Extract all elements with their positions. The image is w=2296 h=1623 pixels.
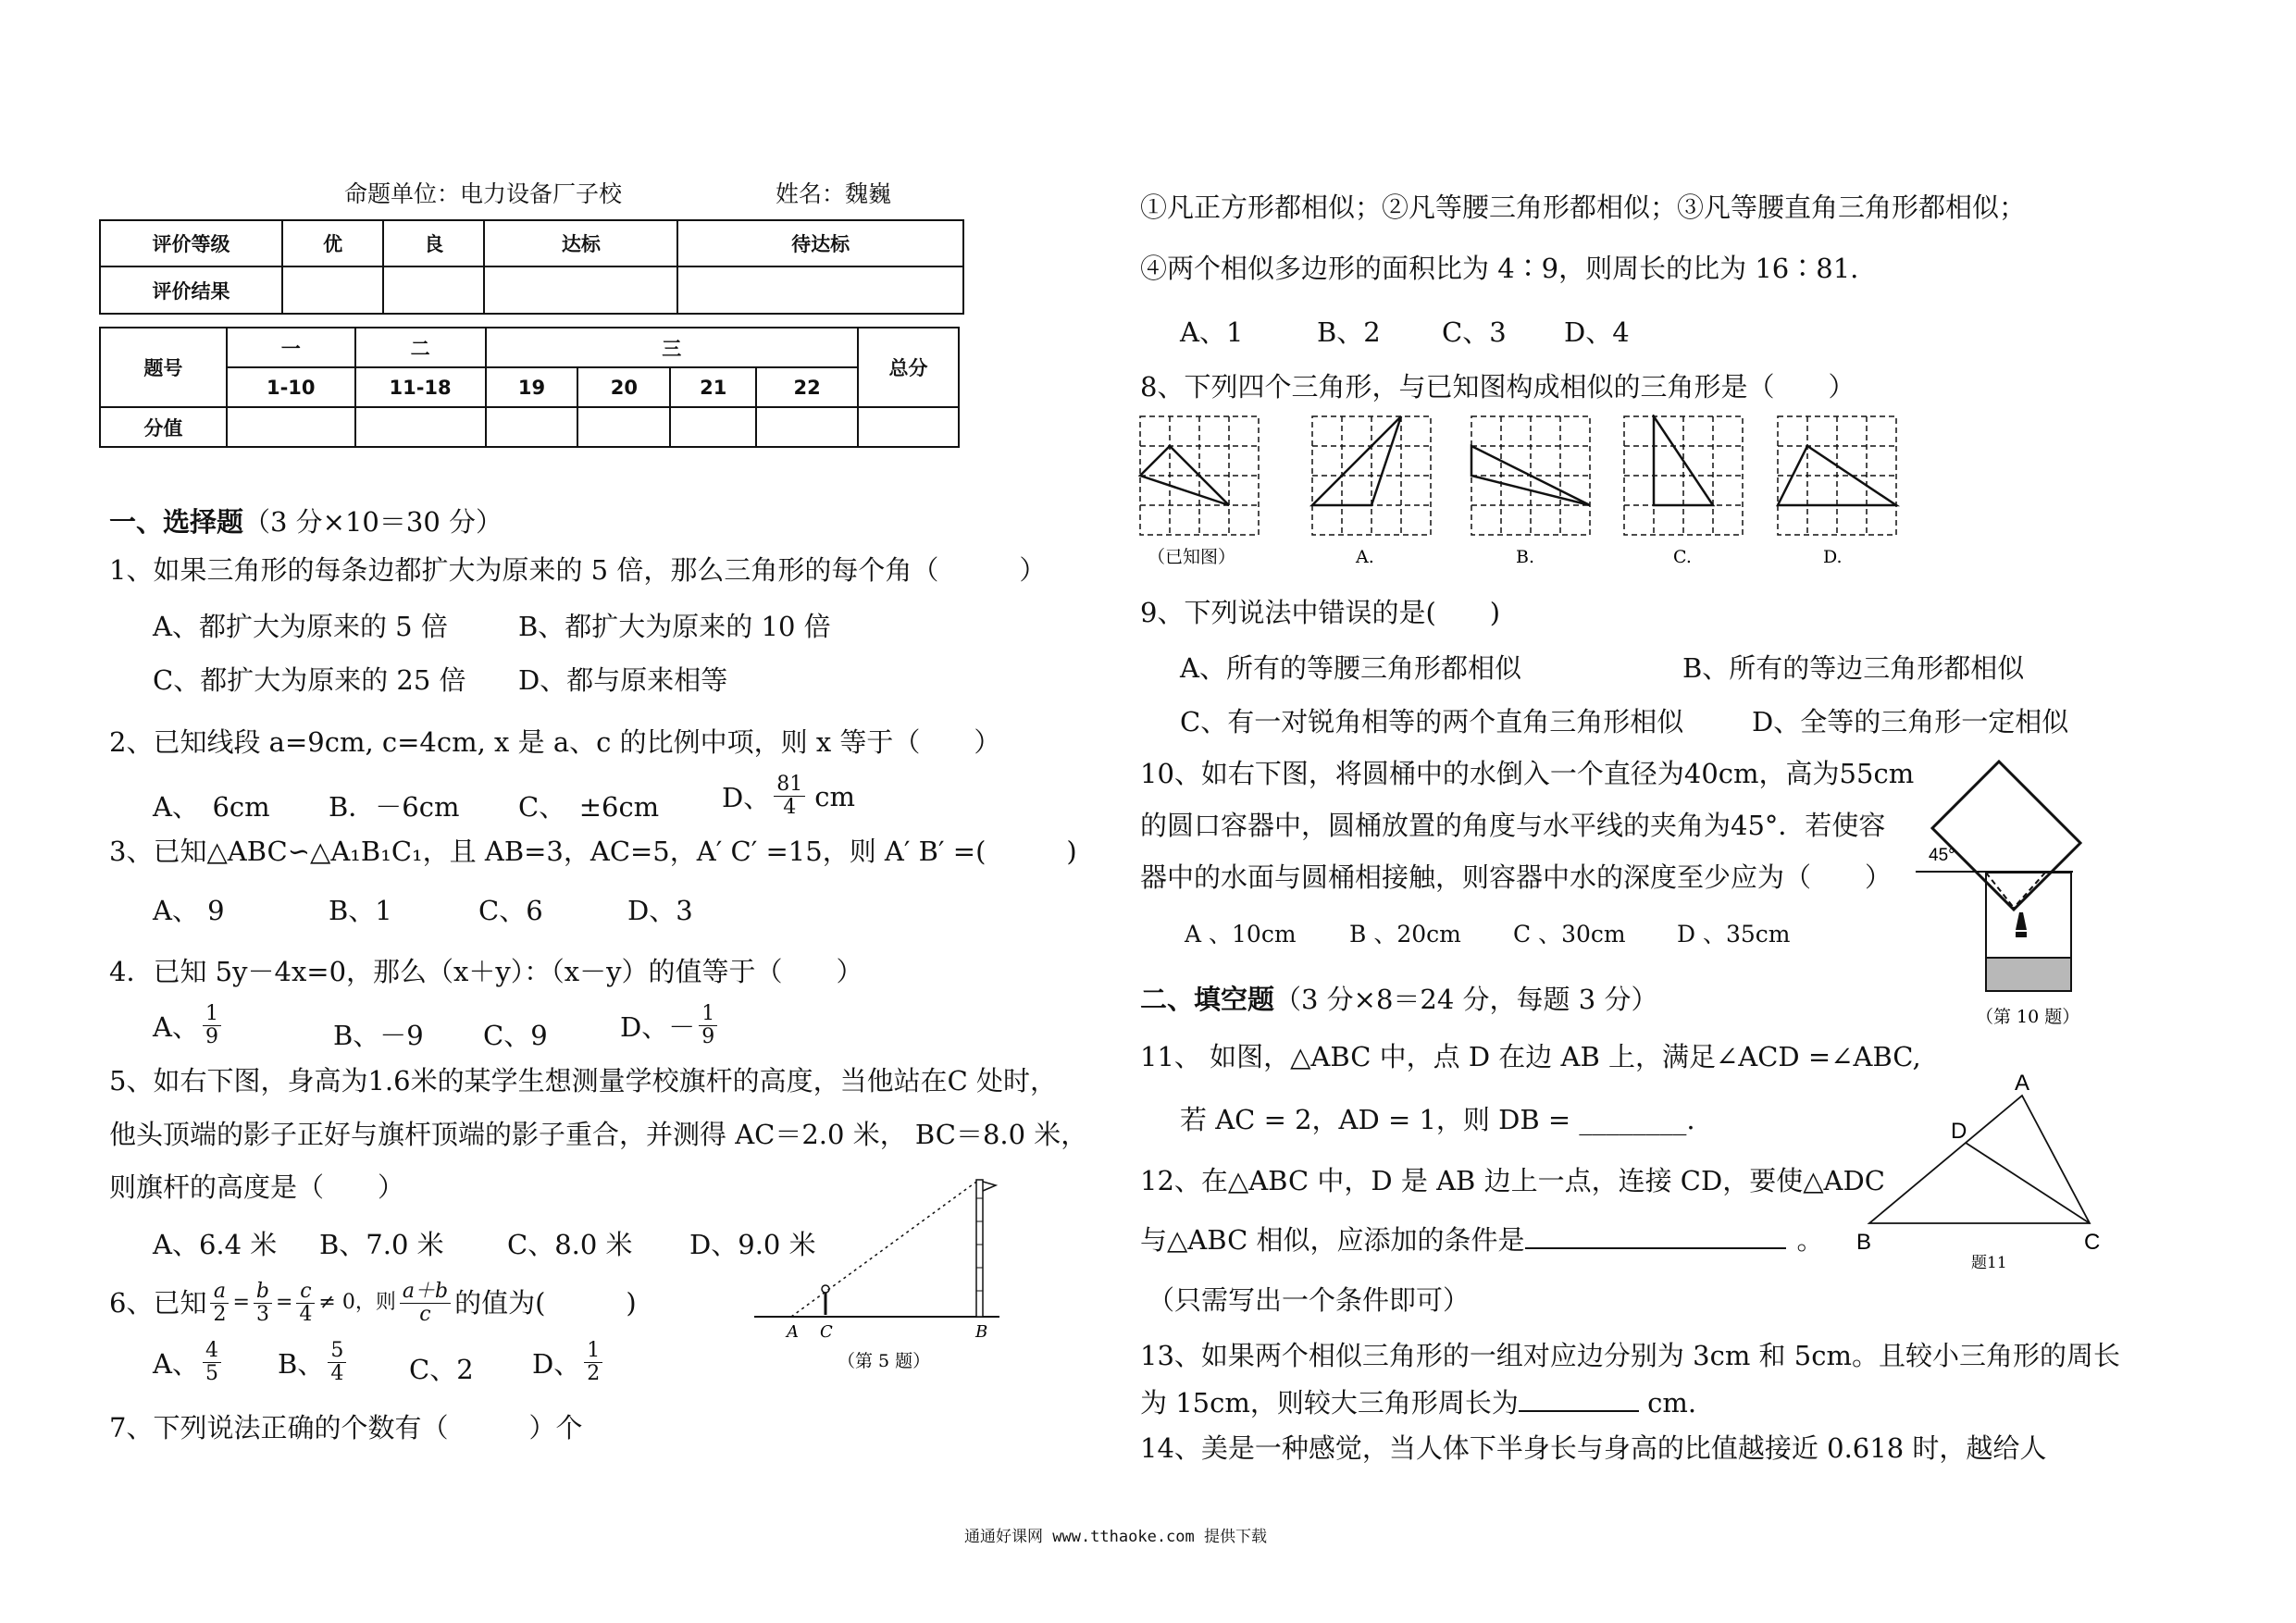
q9-option-a: A、所有的等腰三角形都相似 [1180, 652, 1521, 684]
point-b-label: B [975, 1322, 988, 1342]
vertex-d-label: D [1951, 1119, 1967, 1144]
q4-option-a: A、 $\frac{1}{9}$ [153, 1003, 225, 1048]
q7-option-c: C、3 [1442, 316, 1507, 348]
score-table [99, 327, 960, 448]
q9-option-b: B、所有的等边三角形都相似 [1682, 652, 2025, 684]
q7-option-a: A、1 [1180, 316, 1244, 348]
flagpole-figure [750, 1171, 1009, 1383]
angle-label: 45° [1929, 846, 1955, 865]
q10-option-a: A 、10cm [1185, 921, 1297, 948]
q6-option-d: D、 $\frac{1}{2}$ [532, 1340, 606, 1385]
figure-10-caption: （第 10 题） [1976, 1007, 2080, 1027]
q1-option-d: D、都与原来相等 [518, 664, 728, 696]
q10-option-b: B 、20cm [1349, 921, 1461, 948]
q3-option-a: A、 9 [153, 895, 225, 926]
question-number-label: 题号 [100, 328, 227, 407]
score-value-cell [227, 407, 355, 447]
section-two-label: 二 [355, 328, 486, 367]
question-13-line-2: 为 15cm，则较大三角形周长为 cm. [1140, 1387, 1697, 1419]
option-d-caption: D. [1823, 547, 1843, 567]
q4-option-b: B、－9 [333, 1020, 424, 1051]
evaluation-table [99, 219, 964, 315]
q7-statement-line-2: ④两个相似多边形的面积比为 4∶9，则周长的比为 16∶81. [1140, 253, 1859, 284]
figure-5-caption: （第 5 题） [838, 1351, 931, 1371]
eval-header-cell: 良 [383, 220, 484, 266]
q3-option-d: D、3 [627, 895, 693, 926]
score-value-cell [756, 407, 858, 447]
question-4: 4．已知 5y－4x=0，那么（x＋y）：（x－y）的值等于（ ） [109, 956, 863, 987]
question-14-line-1: 14、美是一种感觉，当人体下半身长与身高的比值越接近 0.618 时，越给人 [1140, 1432, 2047, 1464]
question-3: 3、已知△ABC∽△A₁B₁C₁，且 AB=3，AC=5，A′ C′ =15，则 A′ B′ =( ) [109, 836, 1077, 867]
score-value-cell [577, 407, 670, 447]
range-cell: 21 [670, 367, 756, 407]
q4-option-c: C、9 [483, 1020, 548, 1051]
question-5-line-1: 5、如右下图，身高为1.6米的某学生想测量学校旗杆的高度，当他站在C 处时， [109, 1065, 1057, 1096]
eval-result-cell [677, 266, 963, 314]
exam-unit: 命题单位：电力设备厂子校 [344, 180, 623, 207]
q4-option-d: D、－ $\frac{1}{9}$ [620, 1003, 721, 1048]
q1-option-c: C、都扩大为原来的 25 倍 [153, 664, 466, 696]
question-5-line-3: 则旗杆的高度是（ ） [109, 1171, 405, 1203]
question-1: 1、如果三角形的每条边都扩大为原来的 5 倍，那么三角形的每个角（ ） [109, 554, 1047, 586]
question-2: 2、已知线段 a=9cm, c=4cm, x 是 a、c 的比例中项，则 x 等于（ ） [109, 726, 1001, 758]
section-two-title: 二、填空题（3 分×8＝24 分，每题 3 分） [1140, 984, 1658, 1015]
eval-result-cell [484, 266, 677, 314]
q5-option-d: D、9.0 米 [689, 1229, 816, 1260]
question-11-line-2: 若 AC = 2，AD = 1，则 DB = ________. [1180, 1104, 1695, 1135]
q7-statement-line-1: ①凡正方形都相似；②凡等腰三角形都相似；③凡等腰直角三角形都相似； [1140, 192, 2027, 223]
question-8: 8、下列四个三角形，与已知图构成相似的三角形是（ ） [1140, 371, 1855, 403]
option-a-caption: A. [1356, 547, 1374, 567]
q6-option-a: A、 $\frac{4}{5}$ [153, 1340, 225, 1385]
option-a-figure [1312, 416, 1431, 535]
range-cell: 19 [486, 367, 578, 407]
q2-option-b: B．－6cm [329, 791, 460, 823]
point-a-label: A [787, 1322, 799, 1342]
q5-option-c: C、8.0 米 [507, 1229, 633, 1260]
bucket-container-figure [1906, 754, 2091, 1032]
question-10-line-2: 的圆口容器中，圆桶放置的角度与水平线的夹角为45°．若使容 [1140, 810, 1886, 841]
range-cell: 20 [577, 367, 670, 407]
eval-header-cell: 待达标 [677, 220, 963, 266]
score-value-cell [486, 407, 578, 447]
figure-11-caption: 题11 [1971, 1254, 2007, 1272]
eval-result-cell [282, 266, 383, 314]
q3-option-b: B、1 [329, 895, 392, 926]
question-13-line-1: 13、如果两个相似三角形的一组对应边分别为 3cm 和 5cm。且较小三角形的周长 [1140, 1340, 2120, 1371]
author-name: 姓名：魏巍 [776, 180, 892, 207]
question-7: 7、下列说法正确的个数有（ ）个 [109, 1412, 583, 1443]
question-6: 6、已知 $\frac{a}{2}$ = $\frac{b}{3}$ = $\frac{c}{4}$ ≠ 0，则 $\frac{a+b}{c}$ 的值为( ) [109, 1279, 637, 1326]
question-12-line-3: （只需写出一个条件即可） [1148, 1284, 1471, 1316]
q6-option-c: C、2 [409, 1354, 474, 1385]
q1-option-a: A、都扩大为原来的 5 倍 [153, 611, 448, 642]
question-10-line-3: 器中的水面与圆桶相接触，则容器中水的深度至少应为（ ） [1140, 861, 1893, 893]
eval-header-cell: 达标 [484, 220, 677, 266]
q2-option-a: A、 6cm [153, 791, 270, 823]
q7-option-b: B、2 [1317, 316, 1381, 348]
score-value-cell [858, 407, 959, 447]
score-value-cell [355, 407, 486, 447]
q5-option-b: B、7.0 米 [319, 1229, 444, 1260]
option-c-caption: C. [1673, 547, 1692, 567]
q10-option-d: D 、35cm [1677, 921, 1791, 948]
option-d-figure [1778, 416, 1896, 535]
vertex-c-label: C [2084, 1230, 2101, 1255]
section-three-label: 三 [486, 328, 859, 367]
question-9: 9、下列说法中错误的是( ) [1140, 597, 1501, 628]
range-cell: 11-18 [355, 367, 486, 407]
option-c-figure [1624, 416, 1743, 535]
q8-triangle-options [1136, 415, 1905, 576]
known-figure-caption: （已知图） [1148, 547, 1236, 567]
eval-result-label: 评价结果 [100, 266, 282, 314]
q9-option-c: C、有一对锐角相等的两个直角三角形相似 [1180, 706, 1684, 737]
q2-option-c: C、 ±6cm [518, 791, 660, 823]
triangle-abc-figure [1851, 1073, 2119, 1277]
section-one-label: 一 [227, 328, 355, 367]
option-b-caption: B. [1516, 547, 1535, 567]
section-one-title: 一、选择题（3 分×10＝30 分） [109, 506, 503, 538]
range-cell: 22 [756, 367, 858, 407]
question-10-line-1: 10、如右下图，将圆桶中的水倒入一个直径为40cm，高为55cm [1140, 758, 1915, 789]
vertex-b-label: B [1856, 1230, 1872, 1255]
option-b-figure [1471, 416, 1590, 535]
question-12-line-2: 与△ABC 相似，应添加的条件是 。 [1140, 1224, 1824, 1256]
q6-option-b: B、 $\frac{5}{4}$ [278, 1340, 350, 1385]
q2-option-d: D、 $\frac{81}{4}$ cm [722, 773, 856, 819]
q5-option-a: A、6.4 米 [153, 1229, 278, 1260]
score-value-cell [670, 407, 756, 447]
known-figure [1140, 416, 1259, 535]
total-score-label: 总分 [858, 328, 959, 407]
q1-option-b: B、都扩大为原来的 10 倍 [518, 611, 831, 642]
vertex-a-label: A [2015, 1073, 2030, 1096]
point-c-label: C [820, 1322, 833, 1342]
q9-option-d: D、全等的三角形一定相似 [1752, 706, 2069, 737]
score-value-label: 分值 [100, 407, 227, 447]
question-5-line-2: 他头顶端的影子正好与旗杆顶端的影子重合，并测得 AC＝2.0 米， BC＝8.0 米， [109, 1119, 1088, 1150]
eval-result-cell [383, 266, 484, 314]
q3-option-c: C、6 [478, 895, 543, 926]
question-11-line-1: 11、 如图，△ABC 中，点 D 在边 AB 上，满足∠ACD =∠ABC, [1140, 1041, 1921, 1072]
range-cell: 1-10 [227, 367, 355, 407]
q7-option-d: D、4 [1564, 316, 1630, 348]
q10-option-c: C 、30cm [1513, 921, 1626, 948]
page-footer: 通通好课网 www.tthaoke.com 提供下载 [964, 1528, 1267, 1546]
eval-header-cell: 评价等级 [100, 220, 282, 266]
question-12-line-1: 12、在△ABC 中，D 是 AB 边上一点，连接 CD，要使△ADC [1140, 1165, 1885, 1196]
eval-header-cell: 优 [282, 220, 383, 266]
